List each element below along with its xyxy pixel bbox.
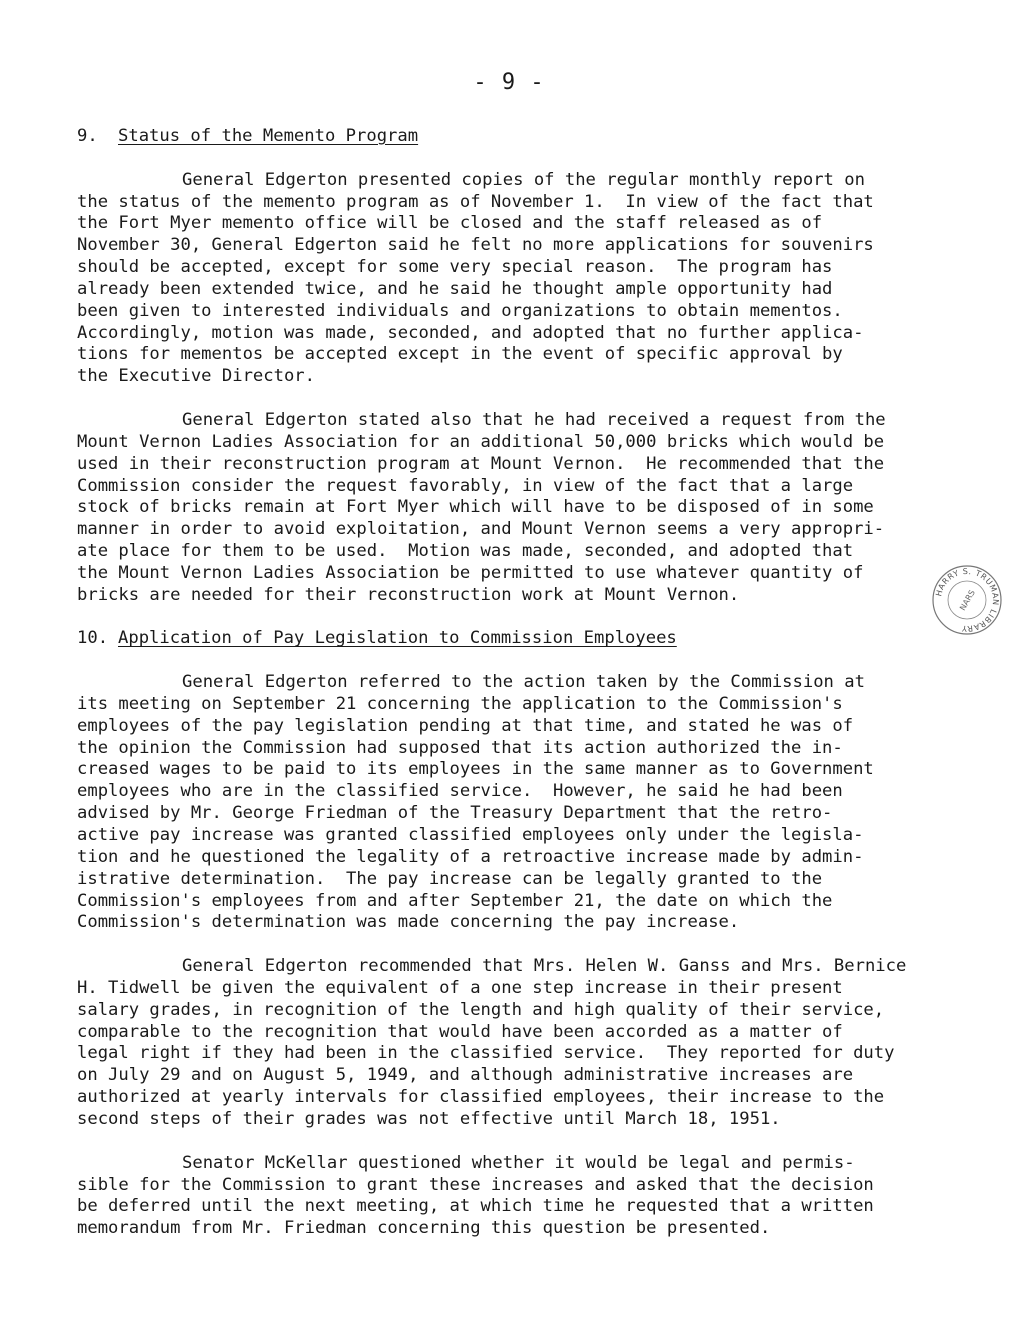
text-line: advised by Mr. George Friedman of the Treasury Department that the retro- <box>77 803 833 824</box>
text-line: stock of bricks remain at Fort Myer which will have to be disposed of in some <box>77 497 874 518</box>
text-line: the Mount Vernon Ladies Association be permitted to use whatever quantity of <box>77 562 864 583</box>
text-line: employees of the pay legislation pending at that time, and stated he was of <box>77 715 854 736</box>
text-line: General Edgerton recommended that Mrs. Helen W. Ganss and Mrs. Bernice <box>182 956 907 977</box>
svg-text:HARRY S. TRUMAN LIBRARY: HARRY S. TRUMAN LIBRARY <box>934 566 1001 634</box>
text-line: be deferred until the next meeting, at which time he requested that a written <box>77 1196 874 1217</box>
text-line: should be accepted, except for some very special reason. The program has <box>77 257 833 278</box>
text-line: employees who are in the classified service. However, he said he had been <box>77 781 843 802</box>
text-line: the status of the memento program as of November 1. In view of the fact that <box>77 191 874 212</box>
text-line: istrative determination. The pay increase can be legally granted to the <box>77 868 823 889</box>
text-line: active pay increase was granted classified employees only under the legisla- <box>77 825 864 845</box>
paragraph <box>77 1153 932 1240</box>
section-heading <box>77 126 932 148</box>
section-title: Application of Pay Legislation to Commission Employees <box>118 628 677 649</box>
text-line: H. Tidwell be given the equivalent of a one step increase in their present <box>77 977 843 998</box>
section-9 <box>77 126 932 607</box>
text-line: comparable to the recognition that would have been accorded as a matter of <box>77 1021 843 1042</box>
text-line: tions for mementos be accepted except in the event of specific approval by <box>77 344 843 365</box>
page-number: - 9 - <box>473 70 545 95</box>
library-stamp-icon <box>930 563 1004 637</box>
text-line: salary grades, in recognition of the length and high quality of their service, <box>77 999 885 1020</box>
text-line: ate place for them to be used. Motion was made, seconded, and adopted that <box>77 541 854 562</box>
text-line: Senator McKellar questioned whether it would be legal and permis- <box>182 1152 855 1173</box>
text-line: Accordingly, motion was made, seconded, and adopted that no further applica- <box>77 322 864 343</box>
text-line: Commission consider the request favorably, in view of the fact that a large <box>77 475 854 496</box>
text-line: on July 29 and on August 5, 1949, and although administrative increases are <box>77 1065 854 1086</box>
text-line: been given to interested individuals and organizations to obtain mementos. <box>77 300 843 321</box>
text-line: memorandum from Mr. Friedman concerning this question be presented. <box>77 1218 771 1239</box>
text-line: used in their reconstruction program at Mount Vernon. He recommended that the <box>77 453 885 474</box>
text-line: second steps of their grades was not effective until March 18, 1951. <box>77 1108 781 1129</box>
text-line: tion and he questioned the legality of a retroactive increase made by admin- <box>77 846 864 867</box>
text-line: General Edgerton presented copies of the regular monthly report on <box>182 169 865 190</box>
text-line: already been extended twice, and he said he thought ample opportunity had <box>77 278 833 299</box>
text-line: General Edgerton referred to the action taken by the Commission at <box>182 672 865 693</box>
text-line: the Executive Director. <box>77 366 315 387</box>
text-line: manner in order to avoid exploitation, and Mount Vernon seems a very appropri- <box>77 519 885 540</box>
text-line: bricks are needed for their reconstruction work at Mount Vernon. <box>77 584 740 605</box>
text-line: sible for the Commission to grant these increases and asked that the decision <box>77 1174 874 1195</box>
text-line: the Fort Myer memento office will be closed and the staff released as of <box>77 213 823 234</box>
section-number: 10. <box>77 628 109 649</box>
text-line: its meeting on September 21 concerning the application to the Commission's <box>77 693 843 714</box>
paragraph <box>77 170 932 388</box>
section-number: 9. <box>77 126 98 146</box>
text-line: Commission's determination was made concerning the pay increase. <box>77 912 740 933</box>
paragraph <box>77 410 932 607</box>
text-line: creased wages to be paid to its employees in the same manner as to Government <box>77 759 874 780</box>
text-line: Mount Vernon Ladies Association for an additional 50,000 bricks which would be <box>77 431 885 452</box>
section-heading <box>77 628 932 650</box>
text-line: Commission's employees from and after September 21, the date on which the <box>77 890 833 911</box>
paragraph <box>77 956 932 1131</box>
text-line: the opinion the Commission had supposed that its action authorized the in- <box>77 737 843 758</box>
text-line: authorized at yearly intervals for classified employees, their increase to the <box>77 1087 885 1108</box>
text-line: legal right if they had been in the classified service. They reported for duty <box>77 1043 895 1064</box>
document-body <box>77 126 932 1240</box>
svg-text:NARS: NARS <box>958 588 977 613</box>
text-line: November 30, General Edgerton said he felt no more applications for souvenirs <box>77 235 874 256</box>
section-10 <box>77 628 932 1240</box>
text-line: General Edgerton stated also that he had received a request from the <box>182 409 886 430</box>
section-title: Status of the Memento Program <box>118 126 419 146</box>
paragraph <box>77 672 932 934</box>
